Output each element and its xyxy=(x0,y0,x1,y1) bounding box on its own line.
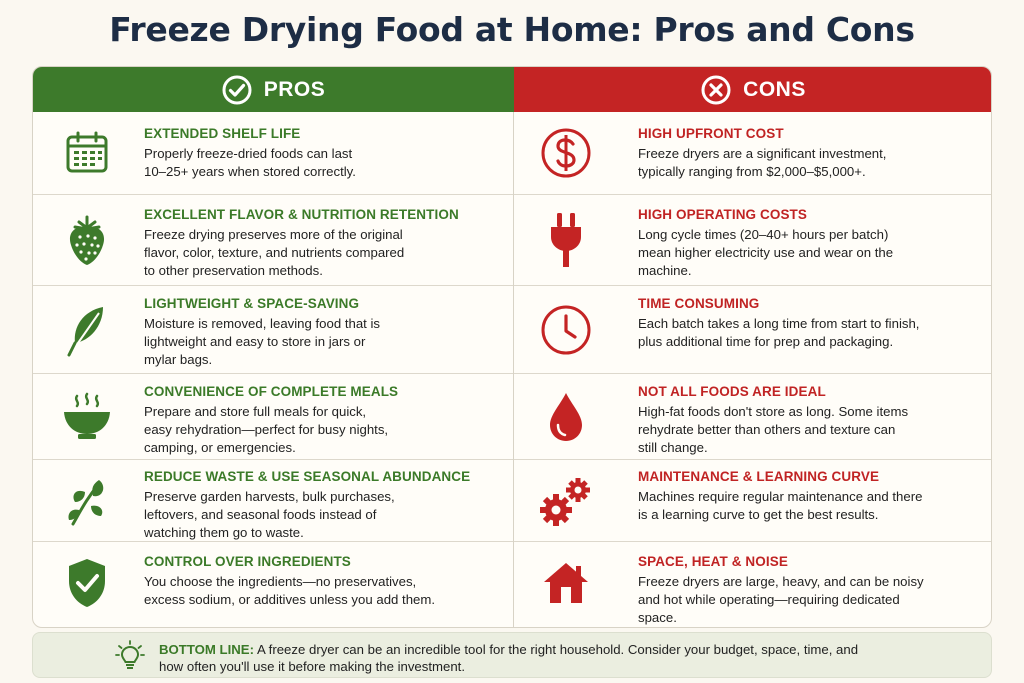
bottom-line-box xyxy=(32,632,992,678)
con-title: SPACE, HEAT & NOISE xyxy=(638,554,788,569)
con-text: Each batch takes a long time from start to finish, plus additional time for prep and packaging. xyxy=(638,316,920,349)
leaves-icon xyxy=(55,471,119,531)
bottom-line-text xyxy=(159,641,879,675)
x-circle-icon xyxy=(701,75,731,105)
con-item xyxy=(514,286,992,374)
pro-text: Properly freeze-dried foods can last 10–25+ years when stored correctly. xyxy=(144,146,356,179)
con-title: HIGH OPERATING COSTS xyxy=(638,207,808,222)
strawberry-icon xyxy=(55,210,119,270)
pro-title: LIGHTWEIGHT & SPACE-SAVING xyxy=(144,296,360,311)
con-text: Machines require regular maintenance and there is a learning curve to get the best results. xyxy=(638,489,923,522)
pro-title: EXTENDED SHELF LIFE xyxy=(144,126,301,141)
con-title: NOT ALL FOODS ARE IDEAL xyxy=(638,384,826,399)
pros-header xyxy=(33,67,514,112)
house-icon xyxy=(534,553,598,613)
con-title: MAINTENANCE & LEARNING CURVE xyxy=(638,469,880,484)
pro-title: CONVENIENCE OF COMPLETE MEALS xyxy=(144,384,399,399)
lightbulb-icon xyxy=(115,640,145,672)
clock-icon xyxy=(534,300,598,360)
drop-icon xyxy=(534,387,598,447)
con-text: High-fat foods don't store as long. Some items rehydrate better than others and texture can still change. xyxy=(638,404,909,455)
con-text: Freeze dryers are a significant investment, typically ranging from $2,000–$5,000+. xyxy=(638,146,887,179)
pro-title: REDUCE WASTE & USE SEASONAL ABUNDANCE xyxy=(144,469,471,484)
pro-item xyxy=(33,374,513,460)
pro-text: Prepare and store full meals for quick, easy rehydration—perfect for busy nights, camping, or emergencies. xyxy=(144,404,389,455)
pro-title: EXCELLENT FLAVOR & NUTRITION RETENTION xyxy=(144,207,459,222)
shield-check-icon xyxy=(55,553,119,613)
pro-title: CONTROL OVER INGREDIENTS xyxy=(144,554,351,569)
pro-item xyxy=(33,195,513,286)
pros-header-label: PROS xyxy=(263,77,326,101)
plug-icon xyxy=(534,210,598,270)
page-title: Freeze Drying Food at Home: Pros and Cons xyxy=(109,10,915,49)
con-item xyxy=(514,460,992,542)
con-text: Freeze dryers are large, heavy, and can be noisy and hot while operating—requiring dedicated space. xyxy=(638,574,924,625)
pro-item xyxy=(33,112,513,195)
con-item xyxy=(514,195,992,286)
pros-column xyxy=(33,112,514,628)
con-title: HIGH UPFRONT COST xyxy=(638,126,784,141)
bowl-icon xyxy=(55,387,119,447)
check-circle-icon xyxy=(222,75,252,105)
pro-item xyxy=(33,460,513,542)
con-item xyxy=(514,374,992,460)
cons-header-label: CONS xyxy=(743,77,806,101)
pros-cons-board xyxy=(32,66,992,628)
pro-item xyxy=(33,542,513,628)
bottom-line-body: A freeze dryer can be an incredible tool for the right household. Consider your budget, space, time, and how often you'll use it before making the investment. xyxy=(159,642,859,674)
pro-text: You choose the ingredients—no preservatives, excess sodium, or additives unless you add them. xyxy=(144,574,436,607)
cons-column xyxy=(514,112,992,628)
pro-text: Moisture is removed, leaving food that is lightweight and easy to store in jars or mylar bags. xyxy=(144,316,381,367)
pro-text: Freeze drying preserves more of the original flavor, color, texture, and nutrients compared to other preservation methods. xyxy=(144,227,405,278)
pro-item xyxy=(33,286,513,374)
con-title: TIME CONSUMING xyxy=(638,296,760,311)
calendar-icon xyxy=(55,123,119,183)
gears-icon xyxy=(534,471,598,531)
pro-text: Preserve garden harvests, bulk purchases, leftovers, and seasonal foods instead of watching them go to waste. xyxy=(144,489,395,540)
con-item xyxy=(514,112,992,195)
bottom-line-label: BOTTOM LINE: xyxy=(159,642,254,657)
con-text: Long cycle times (20–40+ hours per batch) mean higher electricity use and wear on the machine. xyxy=(638,227,894,278)
dollar-icon xyxy=(534,123,598,183)
cons-header xyxy=(514,67,992,112)
con-item xyxy=(514,542,992,628)
feather-icon xyxy=(55,300,119,360)
